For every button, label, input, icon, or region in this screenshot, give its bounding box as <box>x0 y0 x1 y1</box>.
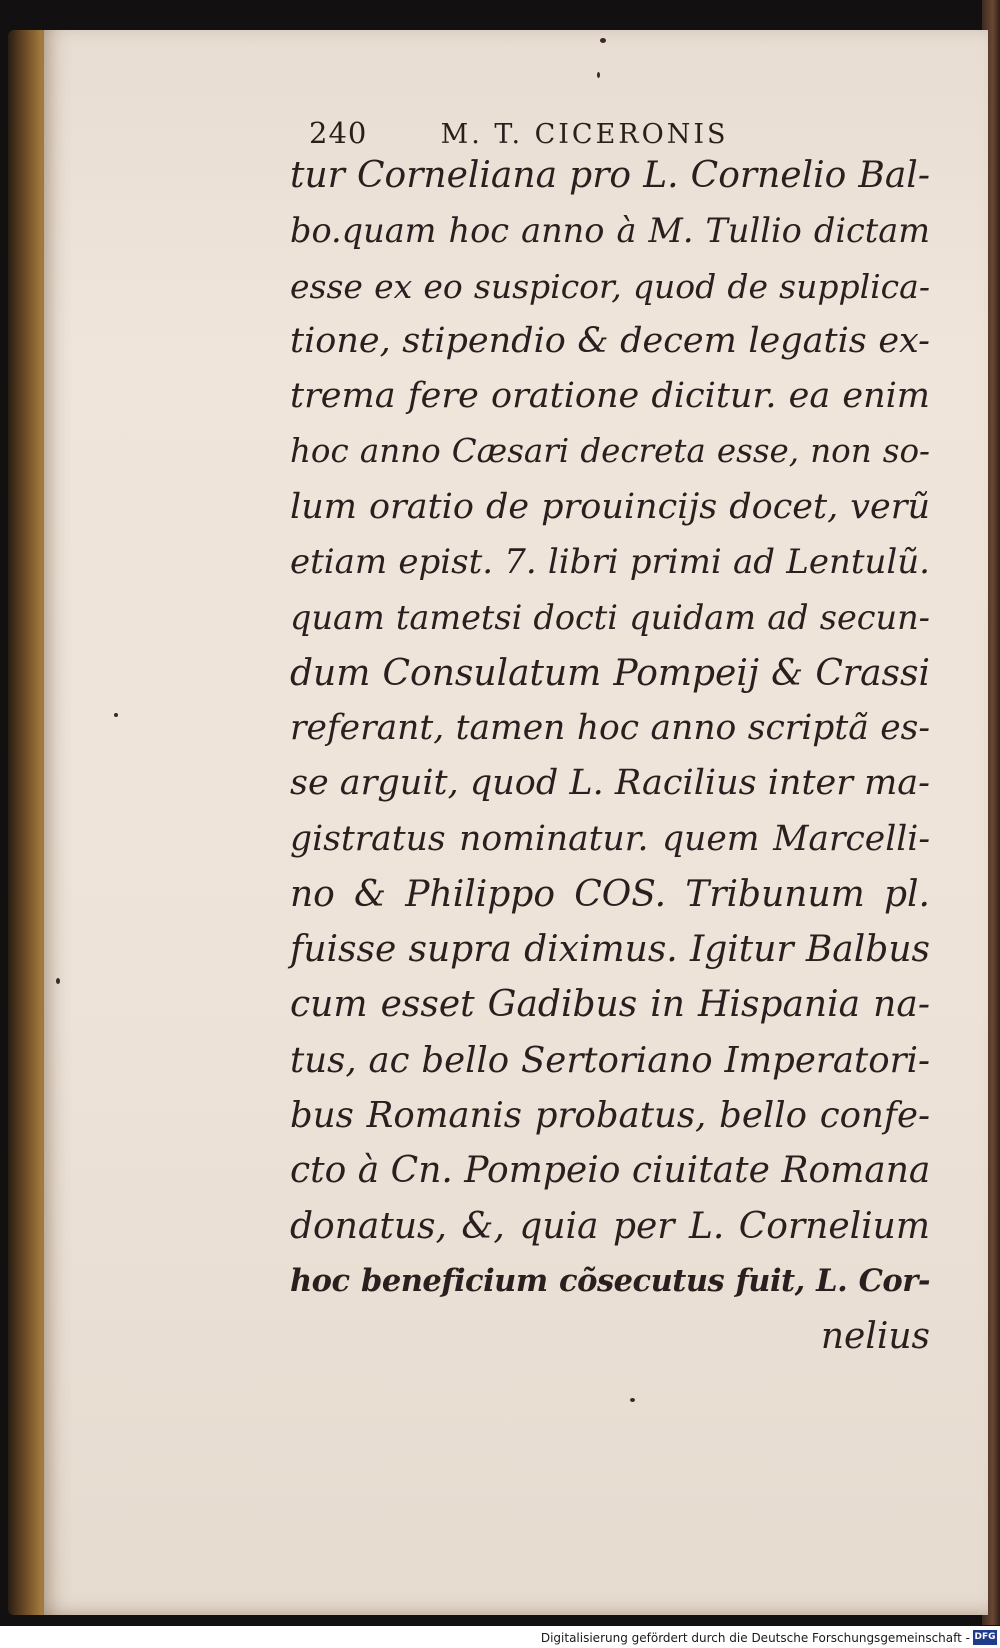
ink-speck <box>114 713 118 717</box>
catchword: nelius <box>820 1316 930 1358</box>
text-line: esse ex eo suspicor, quod de supplica- <box>290 266 930 306</box>
text-line: cto à Cn. Pompeio ciuitate Romana <box>290 1150 931 1192</box>
text-line: trema fere oratione dicitur. ea enim <box>290 376 930 417</box>
text-line: tione, stipendio & decem legatis ex- <box>290 320 930 361</box>
footer-bar <box>0 1626 1000 1648</box>
book-page <box>44 30 988 1615</box>
ink-speck <box>600 38 606 43</box>
text-line: hoc beneficium cõsecutus fuit, L. Cor- <box>290 1262 930 1299</box>
text-line: bus Romanis probatus, bello confe- <box>290 1095 930 1137</box>
text-line: hoc anno Cæsari decreta esse, non so- <box>290 432 930 471</box>
text-line: tus, ac bello Sertoriano Imperatori- <box>290 1039 930 1081</box>
text-line: cum esset Gadibus in Hispania na- <box>290 984 930 1026</box>
text-line: donatus, &, quia per L. Cornelium <box>290 1205 930 1247</box>
text-line: dum Consulatum Pompeij & Crassi <box>290 652 930 694</box>
ink-speck <box>630 1398 635 1402</box>
text-block <box>290 148 930 1365</box>
digitization-credit: Digitalisierung gefördert durch die Deutsche Forschungsgemeinschaft - <box>540 1631 970 1645</box>
text-line: etiam epist. 7. libri primi ad Lentulũ. <box>290 542 930 583</box>
text-line: gistratus nominatur. quem Marcelli- <box>290 818 930 859</box>
running-title: M. T. CICERONIS <box>440 119 729 150</box>
text-line: lum oratio de prouincijs docet, verũ <box>290 486 930 527</box>
ink-speck <box>56 978 60 984</box>
running-head <box>309 116 869 150</box>
text-line: tur Corneliana pro L. Cornelio Bal- <box>290 155 930 196</box>
text-line: bo.quam hoc anno à M. Tullio dictam <box>290 211 930 251</box>
dfg-logo: DFG <box>973 1630 997 1645</box>
text-line: quam tametsi docti quidam ad secun- <box>290 598 930 638</box>
page-number: 240 <box>309 116 368 150</box>
text-line: fuisse supra diximus. Igitur Balbus <box>290 929 930 971</box>
text-line: se arguit, quod L. Racilius inter ma- <box>290 763 930 804</box>
text-line: referant, tamen hoc anno scriptã es- <box>290 707 930 748</box>
text-line: no & Philippo COS. Tribunum pl. <box>290 873 930 915</box>
ink-speck <box>597 72 600 78</box>
